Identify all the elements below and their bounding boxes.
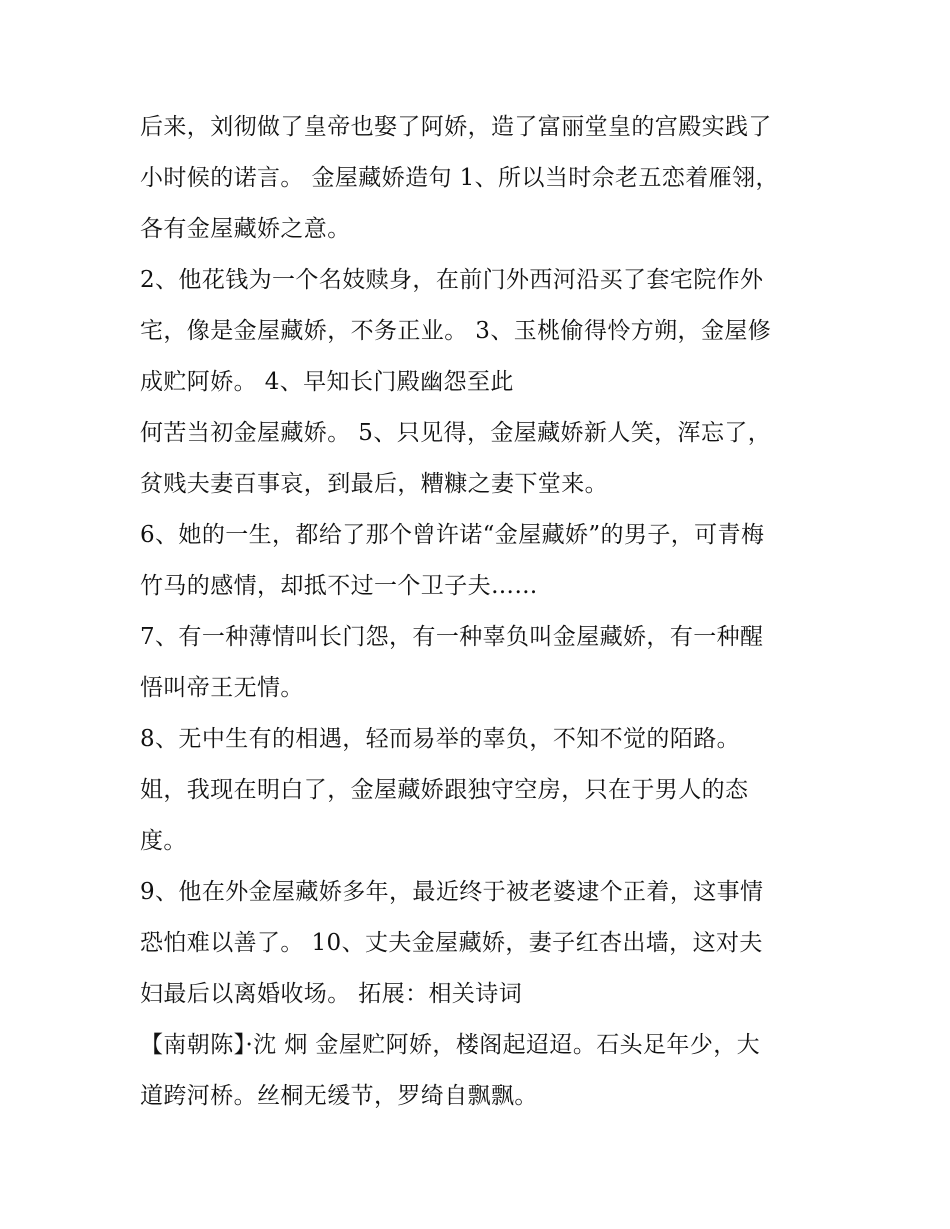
- text-line: 小时候的诺言。 金屋藏娇造句 1、所以当时佘老五恋着雁翎，: [140, 165, 779, 191]
- text-line: 悟叫帝王无情。: [140, 675, 304, 701]
- text-line: 7、有一种薄情叫长门怨，有一种辜负叫金屋藏娇，有一种醒: [140, 624, 764, 650]
- text-line: 贫贱夫妻百事哀，到最后，糟糠之妻下堂来。: [140, 471, 608, 497]
- text-line: 宅，像是金屋藏娇，不务正业。 3、玉桃偷得怜方朔，金屋修: [140, 318, 772, 344]
- text-line: 6、她的一生，都给了那个曾许诺“金屋藏娇”的男子，可青梅: [140, 522, 765, 548]
- text-line: 姐，我现在明白了，金屋藏娇跟独守空房，只在于男人的态: [140, 777, 749, 803]
- text-line: 度。: [140, 828, 187, 854]
- text-line: 何苦当初金屋藏娇。 5、只见得，金屋藏娇新人笑，浑忘了，: [140, 420, 772, 446]
- text-line: 后来，刘彻做了皇帝也娶了阿娇，造了富丽堂皇的宫殿实践了: [140, 114, 772, 140]
- text-line: 恐怕难以善了。 10、丈夫金屋藏娇，妻子红杏出墙，这对夫: [140, 930, 763, 956]
- text-line: 妇最后以离婚收场。 拓展：相关诗词: [140, 981, 523, 1007]
- text-line: 道跨河桥。丝桐无缓节，罗绮自飘飘。: [140, 1083, 538, 1109]
- text-line: 9、他在外金屋藏娇多年，最近终于被老婆逮个正着，这事情: [140, 879, 764, 905]
- text-line: 竹马的感情，却抵不过一个卫子夫……: [140, 573, 538, 599]
- text-line: 各有金屋藏娇之意。: [140, 216, 351, 242]
- text-line: 2、他花钱为一个名妓赎身，在前门外西河沿买了套宅院作外: [140, 267, 764, 293]
- text-line: 成贮阿娇。 4、早知长门殿幽怨至此: [140, 369, 514, 395]
- text-line: 8、无中生有的相遇，轻而易举的辜负，不知不觉的陌路。: [140, 726, 741, 752]
- document-body: [140, 102, 820, 1122]
- text-line: 【南朝陈】·沈 炯 金屋贮阿娇，楼阁起迢迢。石头足年少，大: [140, 1032, 761, 1058]
